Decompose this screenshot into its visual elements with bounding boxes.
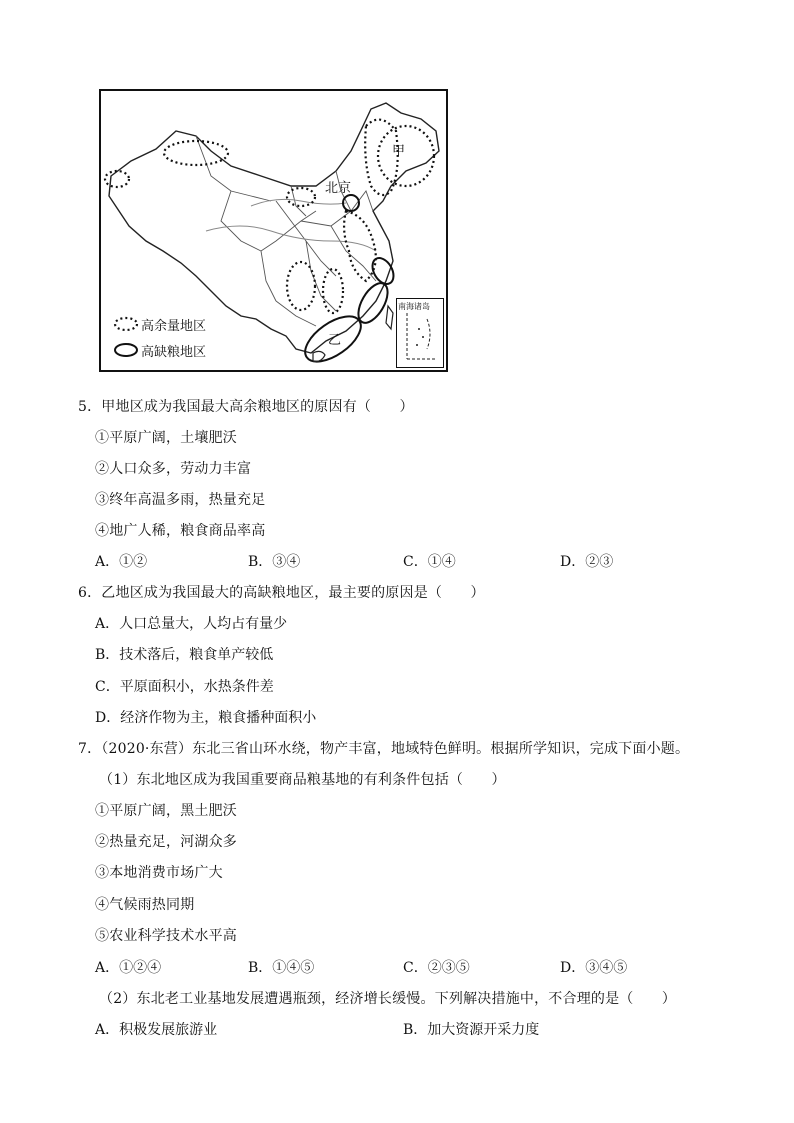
inset-title: 南海诸岛 (398, 302, 430, 311)
q5-option-c[interactable]: C．①④ (403, 554, 456, 570)
q5-statement-2: ②人口众多，劳动力丰富 (95, 461, 252, 477)
q7-sub1-option-c[interactable]: C．②③⑤ (403, 960, 470, 976)
legend-surplus-symbol (115, 318, 137, 330)
q7-sub1-option-a[interactable]: A．①②④ (95, 960, 162, 976)
label-beijing: 北京 (325, 181, 352, 196)
surplus-region-hunan (323, 269, 343, 313)
q6-option-d[interactable]: D．经济作物为主，粮食播种面积小 (95, 710, 317, 726)
q7-sub2-option-a[interactable]: A．积极发展旅游业 (95, 1022, 218, 1038)
q7-sub1-statement-5: ⑤农业科学技术水平高 (95, 928, 237, 944)
surplus-region-xinjiang-north (164, 141, 228, 165)
q5-option-a[interactable]: A．①② (95, 554, 148, 570)
q7-sub1-statement-3: ③本地消费市场广大 (95, 865, 223, 881)
q7-sub1-option-b[interactable]: B．①④⑤ (248, 960, 315, 976)
q5-stem: 5．甲地区成为我国最大高余粮地区的原因有（ ） (78, 399, 414, 415)
south-china-sea-inset (396, 298, 444, 368)
q7-stem: 7．（2020·东营）东北三省山环水绕，物产丰富，地域特色鲜明。根据所学知识，完成下面小题。 (78, 741, 690, 757)
legend-surplus-label: 高余量地区 (141, 319, 207, 334)
q7-sub1-stem: （1）东北地区成为我国重要商品粮基地的有利条件包括（ ） (99, 772, 506, 788)
q6-option-a[interactable]: A．人口总量大，人均占有量少 (95, 616, 288, 632)
q7-sub1-statement-4: ④气候雨热同期 (95, 897, 195, 913)
q5-option-b[interactable]: B．③④ (248, 554, 301, 570)
label-jia: 甲 (392, 144, 406, 159)
q7-sub1-option-d[interactable]: D．③④⑤ (560, 960, 628, 976)
label-yi: 乙 (328, 333, 342, 348)
q6-option-b[interactable]: B．技术落后，粮食单产较低 (95, 647, 274, 663)
q5-statement-1: ①平原广阔，土壤肥沃 (95, 430, 237, 446)
q5-statement-3: ③终年高温多雨，热量充足 (95, 492, 266, 508)
surplus-region-hetao (287, 188, 315, 206)
q7-sub2-stem: （2）东北老工业基地发展遭遇瓶颈，经济增长缓慢。下列解决措施中，不合理的是（ ） (99, 991, 677, 1007)
q5-statement-4: ④地广人稀，粮食商品率高 (95, 523, 266, 539)
q5-option-d[interactable]: D．②③ (560, 554, 614, 570)
q7-sub2-option-b[interactable]: B．加大资源开采力度 (403, 1022, 540, 1038)
china-grain-map (99, 89, 448, 372)
surplus-region-jia (378, 126, 434, 186)
q6-option-c[interactable]: C．平原面积小，水热条件差 (95, 679, 274, 695)
q7-sub1-statement-1: ①平原广阔，黑土肥沃 (95, 803, 237, 819)
q6-stem: 6．乙地区成为我国最大的高缺粮地区，最主要的原因是（ ） (78, 585, 485, 601)
surplus-region-central (344, 211, 376, 281)
legend-shortage-label: 高缺粮地区 (141, 345, 207, 360)
surplus-region-xinjiang-west (105, 171, 129, 187)
q7-sub1-statement-2: ②热量充足，河湖众多 (95, 834, 237, 850)
legend-shortage-symbol (115, 344, 137, 356)
